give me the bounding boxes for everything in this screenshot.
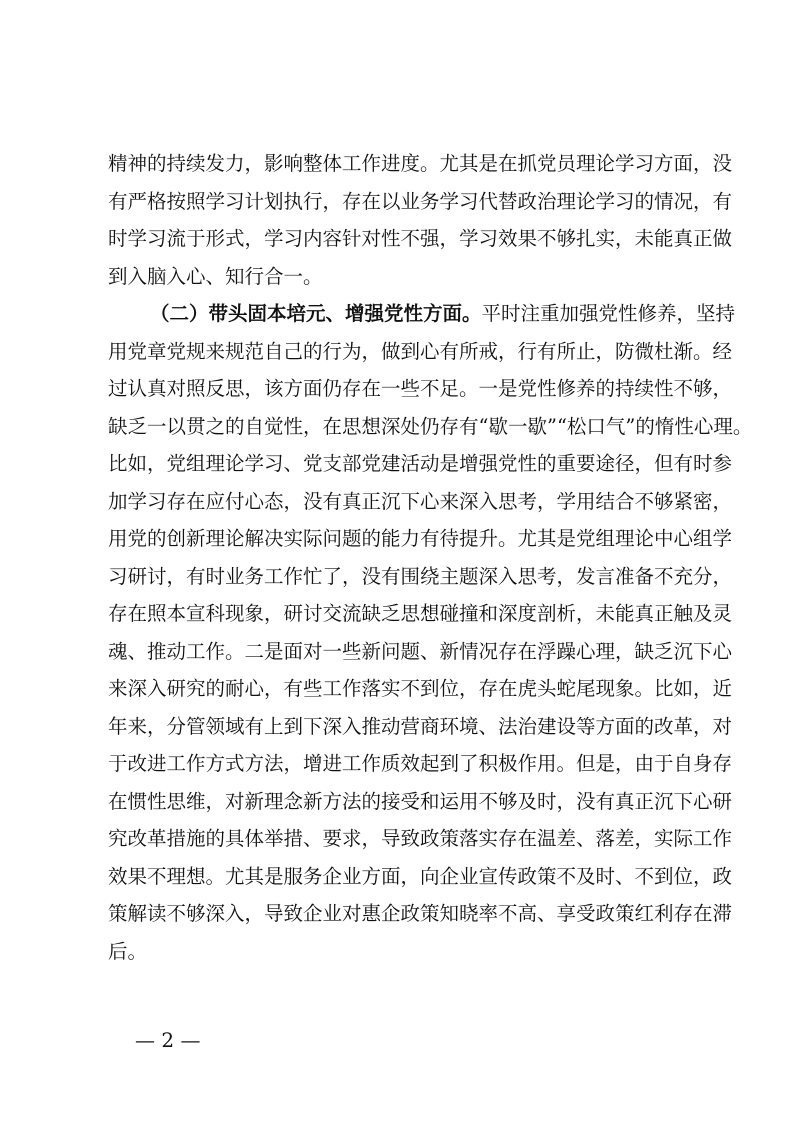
paragraph-2-line-13: 于改进工作方式方法，增进工作质效起到了积极作用。但是，由于自身存 [108, 752, 733, 775]
paragraph-2-first-line-text: 平时注重加强党性修养，坚持 [481, 302, 736, 325]
document-body [108, 145, 753, 970]
paragraph-2-line-10: 魂、推动工作。二是面对一些新问题、新情况存在浮躁心理，缺乏沉下心 [108, 639, 733, 663]
paragraph-2-line-7: 用党的创新理论解决实际问题的能力有待提升。尤其是党组理论中心组学 [108, 527, 733, 550]
paragraph-2-line-6: 加学习存在应付心态，没有真正沉下心来深入思考，学用结合不够紧密， [108, 489, 733, 513]
section-heading: （二）带头固本培元、增强党性方面。 [150, 302, 482, 325]
page-number: — 2 — [135, 1028, 201, 1052]
paragraph-2-line-12: 年来，分管领域有上到下深入推动营商环境、法治建设等方面的改革，对 [108, 714, 733, 738]
paragraph-2-line-11: 来深入研究的耐心，有些工作落实不到位，存在虎头蛇尾现象。比如，近 [108, 677, 733, 700]
paragraph-2-line-8: 习研讨，有时业务工作忙了，没有围绕主题深入思考，发言准备不充分， [108, 564, 733, 588]
paragraph-2-line-5: 比如，党组理论学习、党支部党建活动是增强党性的重要途径，但有时参 [108, 452, 733, 475]
paragraph-2-line-16: 效果不理想。尤其是服务企业方面，向企业宣传政策不及时、不到位，政 [108, 864, 733, 888]
paragraph-1-line-1: 精神的持续发力，影响整体工作进度。尤其是在抓党员理论学习方面，没 [108, 152, 733, 175]
paragraph-1-line-3: 时学习流于形式，学习内容针对性不强，学习效果不够扎实，未能真正做 [108, 227, 733, 250]
paragraph-2-line-9: 存在照本宣科现象，研讨交流缺乏思想碰撞和深度剖析，未能真正触及灵 [108, 602, 733, 625]
paragraph-1-line-4: 到入脑入心、知行合一。 [108, 264, 323, 288]
paragraph-2-line-4: 缺乏一以贯之的自觉性，在思想深处仍存有“歇一歇”“松口气”的惰性心理。 [108, 414, 753, 438]
paragraph-2-line-15: 究改革措施的具体举措、要求，导致政策落实存在温差、落差，实际工作 [108, 827, 733, 850]
paragraph-2-line-18: 后。 [108, 939, 148, 963]
paragraph-2-line-17: 策解读不够深入，导致企业对惠企政策知晓率不高、享受政策红利存在滞 [108, 902, 733, 925]
paragraph-1-line-2: 有严格按照学习计划执行，存在以业务学习代替政治理论学习的情况，有 [108, 189, 733, 213]
paragraph-2-first-line [108, 295, 736, 333]
paragraph-2-line-2: 用党章党规来规范自己的行为，做到心有所戒，行有所止，防微杜渐。经 [108, 339, 733, 363]
paragraph-2-line-3: 过认真对照反思，该方面仍存在一些不足。一是党性修养的持续性不够， [108, 377, 733, 400]
paragraph-2-line-14: 在惯性思维，对新理念新方法的接受和运用不够及时，没有真正沉下心研 [108, 789, 733, 813]
